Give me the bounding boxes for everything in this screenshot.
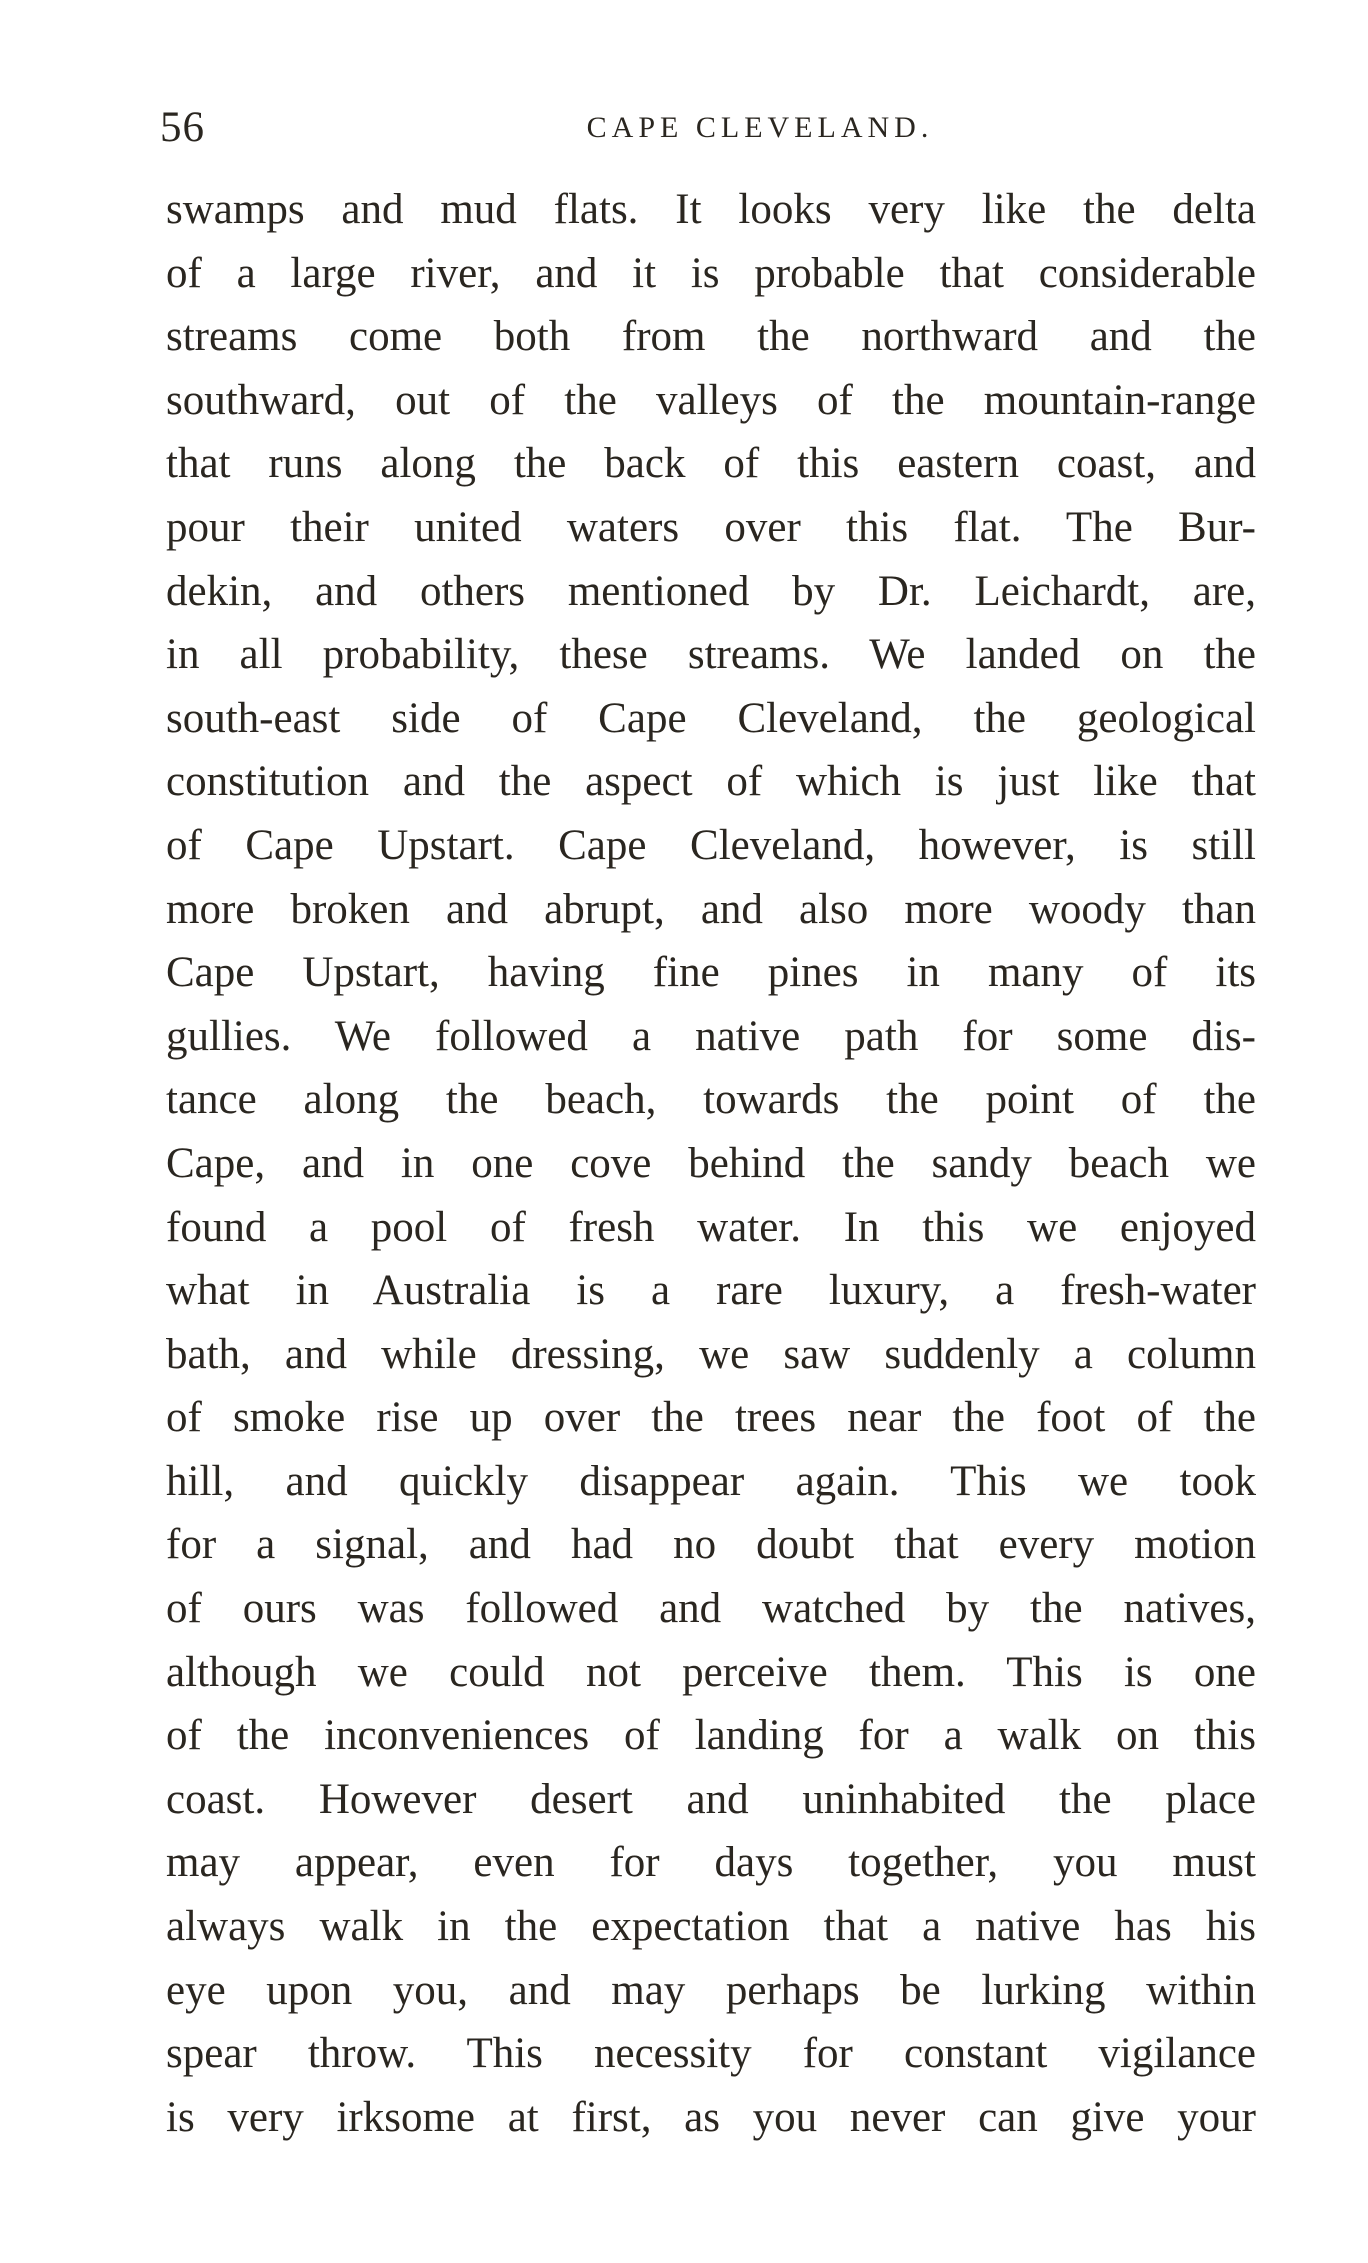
text-line: always walk in the expectation that a native has his (166, 1903, 1256, 1951)
text-line: may appear, even for days together, you must (166, 1839, 1256, 1887)
text-line: of smoke rise up over the trees near the foot of the (166, 1394, 1256, 1442)
text-line: of Cape Upstart. Cape Cleveland, however, is still (166, 821, 1256, 869)
text-line: eye upon you, and may perhaps be lurking within (166, 1966, 1256, 2014)
text-line: pour their united waters over this flat. The Bur- (166, 503, 1256, 551)
text-line: Cape, and in one cove behind the sandy beach we (166, 1139, 1256, 1187)
running-head (160, 98, 1270, 158)
text-line: coast. However desert and uninhabited the place (166, 1775, 1256, 1823)
text-line: spear throw. This necessity for constant vigilance (166, 2030, 1256, 2078)
text-line: tance along the beach, towards the point of the (166, 1076, 1256, 1124)
text-line: what in Australia is a rare luxury, a fresh-water (166, 1267, 1256, 1315)
text-line: for a signal, and had no doubt that every motion (166, 1521, 1256, 1569)
text-line: hill, and quickly disappear again. This we took (166, 1457, 1256, 1505)
text-line: swamps and mud flats. It looks very like the delta (166, 186, 1256, 233)
text-line: gullies. We followed a native path for some dis- (166, 1012, 1256, 1060)
text-line: that runs along the back of this eastern coast, and (166, 440, 1256, 488)
text-line: of the inconveniences of landing for a walk on this (166, 1712, 1256, 1760)
text-line: constitution and the aspect of which is just like that (166, 758, 1256, 806)
text-line: although we could not perceive them. This is one (166, 1648, 1256, 1696)
text-line: south-east side of Cape Cleveland, the geological (166, 694, 1256, 742)
text-line: found a pool of fresh water. In this we enjoyed (166, 1203, 1256, 1251)
text-line: bath, and while dressing, we saw suddenly a column (166, 1330, 1256, 1378)
text-line: is very irksome at first, as you never can give your (166, 2093, 1256, 2141)
text-line: dekin, and others mentioned by Dr. Leichardt, are, (166, 567, 1256, 615)
text-line: southward, out of the valleys of the mountain-range (166, 376, 1256, 424)
text-line: more broken and abrupt, and also more woody than (166, 885, 1256, 933)
text-line: in all probability, these streams. We landed on the (166, 631, 1256, 679)
body-text (166, 178, 1256, 2149)
page-number: 56 (160, 104, 205, 151)
text-line: Cape Upstart, having fine pines in many of its (166, 949, 1256, 997)
text-line: of a large river, and it is probable that considerable (166, 249, 1256, 297)
text-line: streams come both from the northward and the (166, 313, 1256, 361)
text-line: of ours was followed and watched by the natives, (166, 1585, 1256, 1633)
running-title: CAPE CLEVELAND. (586, 111, 934, 144)
